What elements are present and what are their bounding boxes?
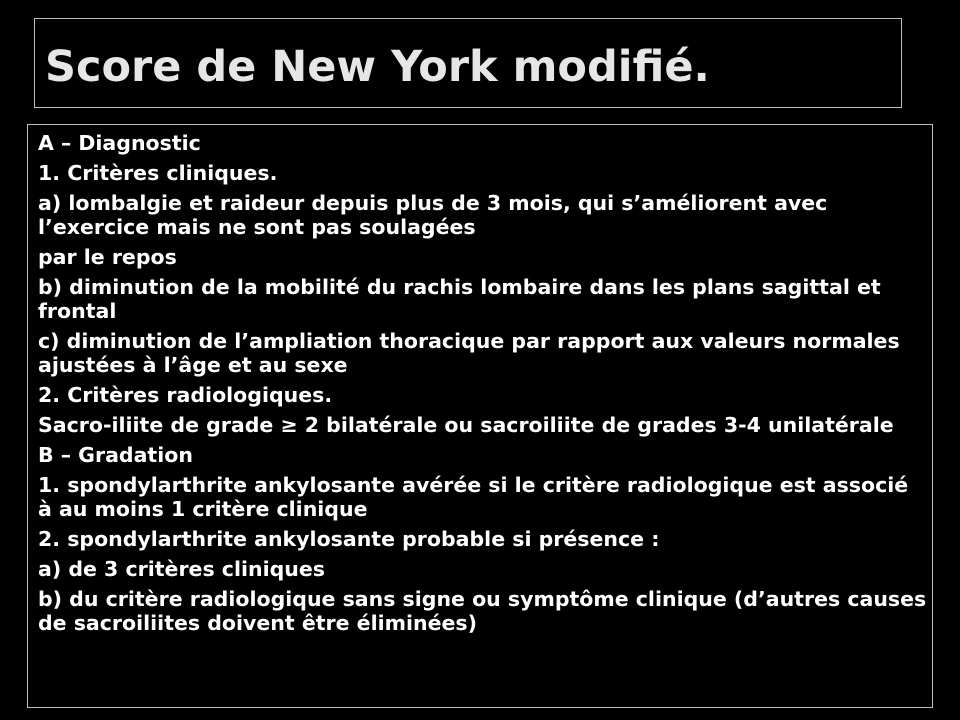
section-heading-diagnostic: A – Diagnostic (38, 131, 201, 155)
gradation-probable-a: a) de 3 critères cliniques (38, 557, 325, 581)
subheading-radiological-criteria: 2. Critères radiologiques. (38, 383, 333, 407)
criterion-c-chest-expansion: c) diminution de l’ampliation thoracique par rapport aux valeurs normales ajustées à l’âge et au sexe (38, 329, 900, 377)
title-box (34, 18, 902, 108)
radiological-criterion-sacroiliitis: Sacro-iliite de grade ≥ 2 bilatérale ou sacroiliite de grades 3-4 unilatérale (38, 413, 894, 437)
gradation-probable-b: b) du critère radiologique sans signe ou symptôme clinique (d’autres causes de sacroiliites doivent être éliminées) (38, 587, 927, 635)
criterion-b-spine-mobility: b) diminution de la mobilité du rachis lombaire dans les plans sagittal et frontal (38, 275, 881, 323)
section-heading-gradation: B – Gradation (38, 443, 193, 467)
content-box (27, 124, 933, 708)
subheading-clinical-criteria: 1. Critères cliniques. (38, 161, 278, 185)
criterion-a-lumbar-pain: a) lombalgie et raideur depuis plus de 3 mois, qui s’améliorent avec l’exercice mais ne sont pas soulagées (38, 191, 828, 239)
gradation-definite: 1. spondylarthrite ankylosante avérée si le critère radiologique est associé à au moins 1 critère clinique (38, 473, 909, 521)
page-title: Score de New York modifié. (45, 42, 710, 92)
criteria-list (38, 131, 928, 641)
gradation-probable: 2. spondylarthrite ankylosante probable si présence : (38, 527, 660, 551)
criterion-a-continuation: par le repos (38, 245, 177, 269)
